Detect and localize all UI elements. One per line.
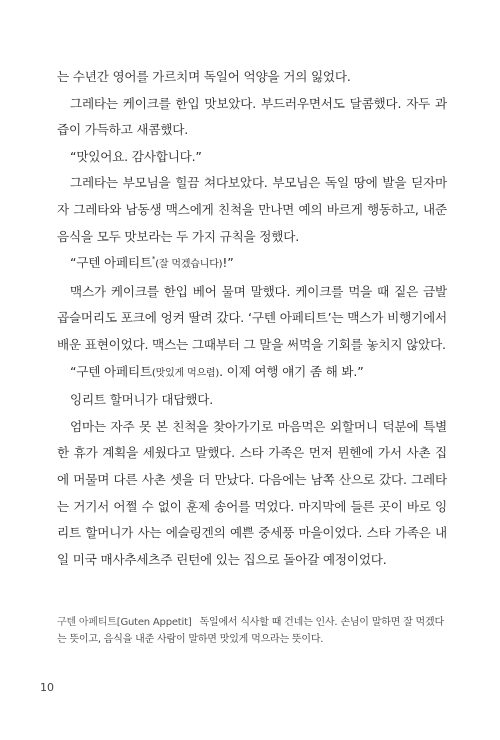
footnote-term: 구텐 아페티트[Guten Appetit] — [57, 617, 192, 628]
translation-gloss: (잘 먹겠습니다) — [155, 259, 223, 271]
dialogue-text: “구텐 아페티트 — [70, 255, 152, 271]
dialogue-line — [57, 250, 447, 279]
footnote-text: 독일에서 식사할 때 건네는 인사. 손님이 말하면 잘 먹겠다는 뜻이고, 음식을 내준 사람이 말하면 맛있게 먹으라는 뜻이다. — [57, 617, 444, 645]
translation-gloss: (맛있게 먹으렴) — [151, 367, 220, 379]
paragraph: 그레타는 부모님을 힐끔 쳐다보았다. 부모님은 독일 땅에 발을 딛자마자 그레타와 남동생 맥스에게 친척을 만나면 예의 바르게 행동하고, 내준 음식을 모두 맛보라는 두 가지 규칙을 정했다. — [57, 175, 447, 244]
paragraph: 잉리트 할머니가 대답했다. — [70, 392, 214, 408]
body-text — [57, 64, 447, 573]
paragraph-continued: 는 수년간 영어를 가르치며 독일어 억양을 거의 잃었다. — [57, 69, 351, 84]
dialogue-text-end: . 이제 여행 얘기 좀 해 봐.” — [219, 363, 364, 379]
paragraph: 그레타는 케이크를 한입 맛보았다. 부드러우면서도 달콤했다. 자두 과즙이 가득하고 새콤했다. — [57, 95, 447, 138]
footnote-marker: * — [151, 255, 156, 264]
dialogue-line — [57, 359, 447, 388]
dialogue-text: “구텐 아페티트 — [70, 363, 152, 379]
dialogue-line: “맛있어요. 감사합니다.” — [70, 148, 202, 164]
footnote — [57, 614, 447, 648]
page-number: 10 — [40, 681, 54, 694]
dialogue-text-end: !” — [222, 255, 234, 271]
paragraph: 엄마는 자주 못 본 친척을 찾아가기로 마음먹은 외할머니 덕분에 특별한 휴가 계획을 세웠다고 말했다. 스타 가족은 먼저 뮌헨에 가서 사촌 집에 머물며 다른 사촌 셋을 더 만났다. 다음에는 남쪽 산으로 갔다. 그레타는 거기서 어쩔 수 없이 훈제 송어를 먹었다. 마지막에 들른 곳이 바로 잉리트 할머니가 사는 에슬링겐의 예쁜 중세풍 마을이었다. 스타 가족은 내일 미국 매사추세츠주 린턴에 있는 집으로 돌아갈 예정이었다. — [57, 418, 447, 567]
paragraph: 맥스가 케이크를 한입 베어 물며 말했다. 케이크를 먹을 때 짙은 금발 곱슬머리도 포크에 엉켜 딸려 갔다. ‘구텐 아페티트’는 맥스가 비행기에서 배운 표현이었다. 맥스는 그때부터 그 말을 써먹을 기회를 놓치지 않았다. — [57, 283, 447, 352]
